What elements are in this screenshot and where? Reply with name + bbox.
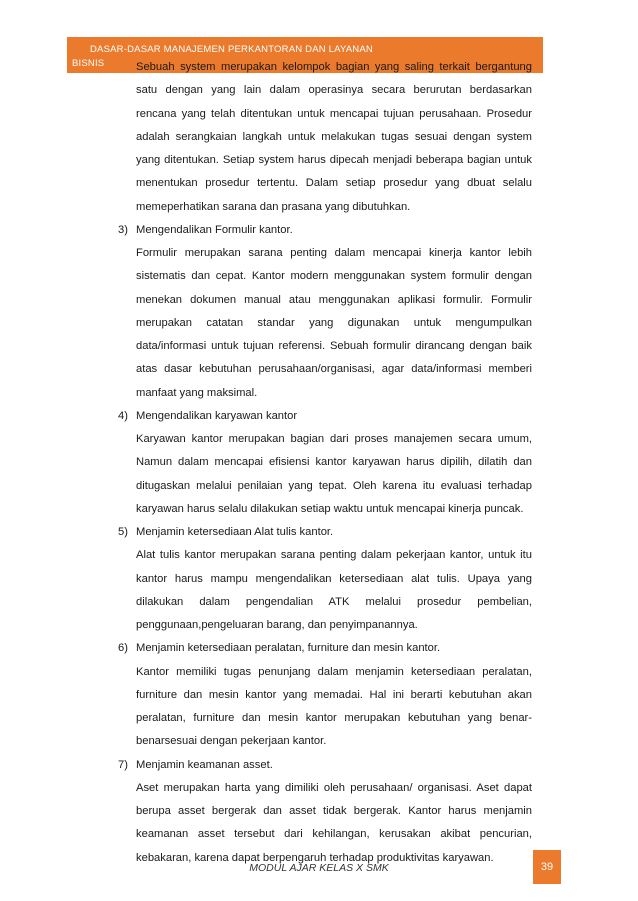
item-number: 4)	[118, 409, 128, 422]
page-content	[118, 56, 532, 870]
list-item	[118, 521, 532, 637]
intro-paragraph: Sebuah system merupakan kelompok bagian yang saling terkait bergantung satu dengan yang lain dalam operasinya secara berurutan berdasarkan rencana yang telah ditentukan untuk mencapai tujuan perusahaan. Prosedur adalah serangkaian langkah untuk melakukan tugas sesuai dengan system yang ditentukan. Setiap system harus dipecah menjadi beberapa bagian untuk menentukan prosedur tertentu. Dalam setiap prosedur yang dbuat selalu memeperhatikan sarana dan prasana yang dibutuhkan.	[136, 61, 532, 213]
item-title: Menjamin ketersediaan peralatan, furniture dan mesin kantor.	[136, 642, 441, 655]
footer-text: MODUL AJAR KELAS X SMK	[249, 862, 389, 874]
item-body: Formulir merupakan sarana penting dalam mencapai kinerja kantor lebih sistematis dan cepat. Kantor modern menggunakan system formulir dengan menekan dokumen manual atau menggunakan aplikasi formulir. Formulir merupakan catatan standar yang digunakan untuk mengumpulkan data/informasi untuk tujuan referensi. Sebuah formulir dirancang dengan baik atas dasar kebutuhan perusahaan/organisasi, agar data/informasi memberi manfaat yang maksimal.	[136, 247, 532, 399]
item-number: 5)	[118, 526, 128, 538]
item-title: Menjamin keamanan asset.	[136, 758, 273, 771]
list-item	[118, 219, 532, 405]
header-title: DASAR-DASAR MANAJEMEN PERKANTORAN DAN LAYANAN	[90, 44, 373, 55]
item-body: Alat tulis kantor merupakan sarana penting dalam pekerjaan kantor, untuk itu kantor harus mampu mengendalikan ketersediaan alat tulis. Upaya yang dilakukan dalam pengendalian ATK melalui prosedur pembelian, penggunaan,pengeluaran barang, dan penyimpanannya.	[136, 549, 532, 631]
page-number-badge	[533, 850, 561, 884]
item-number: 6)	[118, 642, 128, 655]
item-number: 3)	[118, 223, 128, 236]
list-item	[118, 405, 532, 521]
item-title: Menjamin ketersediaan Alat tulis kantor.	[136, 526, 334, 538]
list-item	[118, 754, 532, 870]
item-body: Aset merupakan harta yang dimiliki oleh perusahaan/ organisasi. Aset dapat berupa asset bergerak dan asset tidak bergerak. Kantor harus menjamin keamanan asset tersebut dari kehilangan, kerusakan akibat pencurian, kebakaran, karena dapat berpengaruh terhadap produktivitas karyawan.	[136, 781, 532, 864]
item-body: Karyawan kantor merupakan bagian dari proses manajemen secara umum, Namun dalam mencapai efisiensi kantor karyawan harus dipilih, dilatih dan ditugaskan melalui penilaian yang tepat. Oleh karena itu evaluasi terhadap karyawan harus selalu dilakukan setiap waktu untuk mencapai kinerja puncak.	[136, 433, 532, 515]
item-body: Kantor memiliki tugas penunjang dalam menjamin ketersediaan peralatan, furniture dan mesin kantor yang memadai. Hal ini berarti kebutuhan akan peralatan, furniture dan mesin kantor merupakan kebutuhan yang benar-benarsesuai dengan pekerjaan kantor.	[136, 665, 532, 748]
item-title: Mengendalikan Formulir kantor.	[136, 223, 293, 236]
list-item	[118, 637, 532, 753]
item-title: Mengendalikan karyawan kantor	[136, 409, 298, 422]
page-number: 39	[540, 861, 554, 873]
header-subtitle: BISNIS	[72, 58, 105, 69]
item-number: 7)	[118, 758, 128, 771]
